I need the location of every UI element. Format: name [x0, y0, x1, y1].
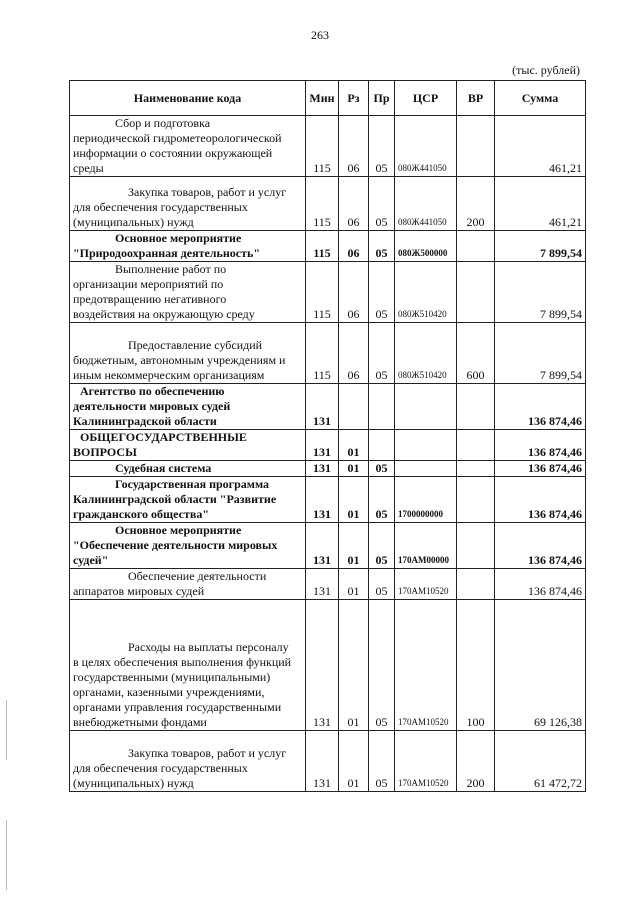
row-csr — [395, 430, 457, 461]
row-sum: 461,21 — [495, 116, 586, 177]
row-pr: 05 — [369, 262, 395, 323]
header-pr: Пр — [369, 81, 395, 116]
name-line: организации мероприятий по — [73, 277, 224, 291]
row-name — [70, 262, 306, 323]
row-vr — [457, 569, 495, 600]
row-pr: 05 — [369, 600, 395, 731]
name-line: Выполнение работ по — [115, 262, 227, 276]
row-rz — [339, 384, 369, 430]
row-vr — [457, 461, 495, 477]
row-name — [70, 523, 306, 569]
name-line: "Обеспечение деятельности мировых — [73, 538, 278, 552]
row-csr: 170АМ10520 — [395, 600, 457, 731]
name-line: бюджетным, автономным учреждениям и — [73, 353, 286, 367]
row-rz: 01 — [339, 600, 369, 731]
row-sum: 7 899,54 — [495, 231, 586, 262]
row-name — [70, 384, 306, 430]
row-name — [70, 461, 306, 477]
row-min: 131 — [306, 477, 339, 523]
name-line: органами управления государственными — [73, 700, 282, 714]
row-pr: 05 — [369, 323, 395, 384]
row-min: 131 — [306, 430, 339, 461]
row-rz: 01 — [339, 569, 369, 600]
name-line: ВОПРОСЫ — [73, 445, 137, 459]
row-rz: 06 — [339, 262, 369, 323]
name-line: среды — [73, 161, 104, 175]
table-row — [70, 523, 586, 569]
row-min: 131 — [306, 384, 339, 430]
name-line: Сбор и подготовка — [115, 116, 211, 130]
row-name — [70, 477, 306, 523]
name-line: Агентство по обеспечению — [80, 384, 225, 398]
row-sum: 7 899,54 — [495, 262, 586, 323]
row-rz: 06 — [339, 323, 369, 384]
row-vr — [457, 430, 495, 461]
row-csr: 080Ж441050 — [395, 177, 457, 231]
row-vr: 200 — [457, 731, 495, 792]
scan-margin-mark — [6, 820, 7, 890]
name-line: в целях обеспечения выполнения функций — [73, 655, 292, 669]
name-line: "Природоохранная деятельность" — [73, 246, 261, 260]
name-line: Калининградской области — [73, 414, 217, 428]
row-rz: 01 — [339, 731, 369, 792]
row-min: 131 — [306, 523, 339, 569]
row-min: 131 — [306, 569, 339, 600]
row-min: 115 — [306, 177, 339, 231]
row-csr: 170АМ10520 — [395, 731, 457, 792]
row-rz: 01 — [339, 430, 369, 461]
row-name — [70, 231, 306, 262]
name-line: деятельности мировых судей — [73, 399, 231, 413]
table-row — [70, 262, 586, 323]
row-vr: 600 — [457, 323, 495, 384]
row-pr: 05 — [369, 461, 395, 477]
row-min: 115 — [306, 231, 339, 262]
name-line: (муниципальных) нужд — [73, 215, 194, 229]
row-csr: 080Ж441050 — [395, 116, 457, 177]
row-csr: 080Ж510420 — [395, 323, 457, 384]
name-line: гражданского общества" — [73, 507, 210, 521]
table-row — [70, 430, 586, 461]
row-sum: 69 126,38 — [495, 600, 586, 731]
table-row — [70, 231, 586, 262]
name-line: воздействия на окружающую среду — [73, 307, 255, 321]
name-line: Обеспечение деятельности — [128, 569, 267, 583]
row-min: 115 — [306, 116, 339, 177]
row-sum: 136 874,46 — [495, 569, 586, 600]
name-line: иным некоммерческим организациям — [73, 368, 265, 382]
name-line: Закупка товаров, работ и услуг — [128, 746, 287, 760]
table-row — [70, 477, 586, 523]
name-line: аппаратов мировых судей — [73, 584, 205, 598]
row-pr: 05 — [369, 231, 395, 262]
name-line: Основное мероприятие — [115, 523, 242, 537]
row-rz: 01 — [339, 461, 369, 477]
row-min: 115 — [306, 323, 339, 384]
name-line: Судебная система — [115, 461, 212, 475]
row-vr — [457, 116, 495, 177]
row-sum: 461,21 — [495, 177, 586, 231]
header-name: Наименование кода — [70, 81, 306, 116]
row-min: 115 — [306, 262, 339, 323]
row-vr — [457, 231, 495, 262]
row-name — [70, 430, 306, 461]
row-name — [70, 323, 306, 384]
row-rz: 06 — [339, 231, 369, 262]
name-line: периодической гидрометеорологической — [73, 131, 282, 145]
row-vr — [457, 477, 495, 523]
row-pr — [369, 430, 395, 461]
row-vr: 100 — [457, 600, 495, 731]
row-vr — [457, 523, 495, 569]
row-min: 131 — [306, 600, 339, 731]
table-row — [70, 116, 586, 177]
row-sum: 136 874,46 — [495, 384, 586, 430]
row-csr — [395, 461, 457, 477]
table-row — [70, 323, 586, 384]
table-row — [70, 600, 586, 731]
row-pr: 05 — [369, 731, 395, 792]
header-rz: Рз — [339, 81, 369, 116]
row-vr — [457, 384, 495, 430]
row-rz: 06 — [339, 116, 369, 177]
row-vr — [457, 262, 495, 323]
name-line: Предоставление субсидий — [128, 338, 263, 352]
header-csr: ЦСР — [395, 81, 457, 116]
row-csr: 080Ж510420 — [395, 262, 457, 323]
name-line: предотвращению негативного — [73, 292, 227, 306]
row-csr: 1700000000 — [395, 477, 457, 523]
row-sum: 136 874,46 — [495, 430, 586, 461]
name-line: судей" — [73, 553, 109, 567]
row-sum: 136 874,46 — [495, 523, 586, 569]
name-line: Закупка товаров, работ и услуг — [128, 185, 287, 199]
table-row — [70, 384, 586, 430]
table-row — [70, 177, 586, 231]
row-name — [70, 731, 306, 792]
header-min: Мин — [306, 81, 339, 116]
name-line: Государственная программа — [115, 477, 270, 491]
name-line: Основное мероприятие — [115, 231, 242, 245]
name-line: Калининградской области "Развитие — [73, 492, 277, 506]
row-sum: 136 874,46 — [495, 477, 586, 523]
name-line: (муниципальных) нужд — [73, 776, 194, 790]
header-sum: Сумма — [495, 81, 586, 116]
units-label: (тыс. рублей) — [512, 63, 580, 77]
row-pr: 05 — [369, 177, 395, 231]
row-vr: 200 — [457, 177, 495, 231]
table-row — [70, 569, 586, 600]
row-csr: 170АМ00000 — [395, 523, 457, 569]
row-pr: 05 — [369, 569, 395, 600]
name-line: внебюджетными фондами — [73, 715, 207, 729]
table-header-row — [70, 81, 586, 116]
row-name — [70, 177, 306, 231]
name-line: информации о состоянии окружающей — [73, 146, 273, 160]
row-sum: 61 472,72 — [495, 731, 586, 792]
row-pr: 05 — [369, 523, 395, 569]
row-sum: 7 899,54 — [495, 323, 586, 384]
row-rz: 01 — [339, 523, 369, 569]
row-name — [70, 569, 306, 600]
row-min: 131 — [306, 731, 339, 792]
row-min: 131 — [306, 461, 339, 477]
page-number: 263 — [311, 28, 329, 42]
name-line: для обеспечения государственных — [73, 761, 248, 775]
name-line: государственными (муниципальными) — [73, 670, 271, 684]
budget-table — [69, 80, 586, 792]
row-pr: 05 — [369, 116, 395, 177]
row-rz: 01 — [339, 477, 369, 523]
row-name — [70, 116, 306, 177]
row-rz: 06 — [339, 177, 369, 231]
row-pr — [369, 384, 395, 430]
name-line: для обеспечения государственных — [73, 200, 248, 214]
table-row — [70, 461, 586, 477]
header-vr: ВР — [457, 81, 495, 116]
scan-margin-mark — [6, 700, 7, 760]
name-line: ОБЩЕГОСУДАРСТВЕННЫЕ — [80, 430, 247, 444]
row-pr: 05 — [369, 477, 395, 523]
row-name — [70, 600, 306, 731]
name-line: органами, казенными учреждениями, — [73, 685, 265, 699]
name-line: Расходы на выплаты персоналу — [128, 640, 289, 654]
table-row — [70, 731, 586, 792]
row-csr: 170АМ10520 — [395, 569, 457, 600]
row-sum: 136 874,46 — [495, 461, 586, 477]
row-csr — [395, 384, 457, 430]
row-csr: 080Ж500000 — [395, 231, 457, 262]
